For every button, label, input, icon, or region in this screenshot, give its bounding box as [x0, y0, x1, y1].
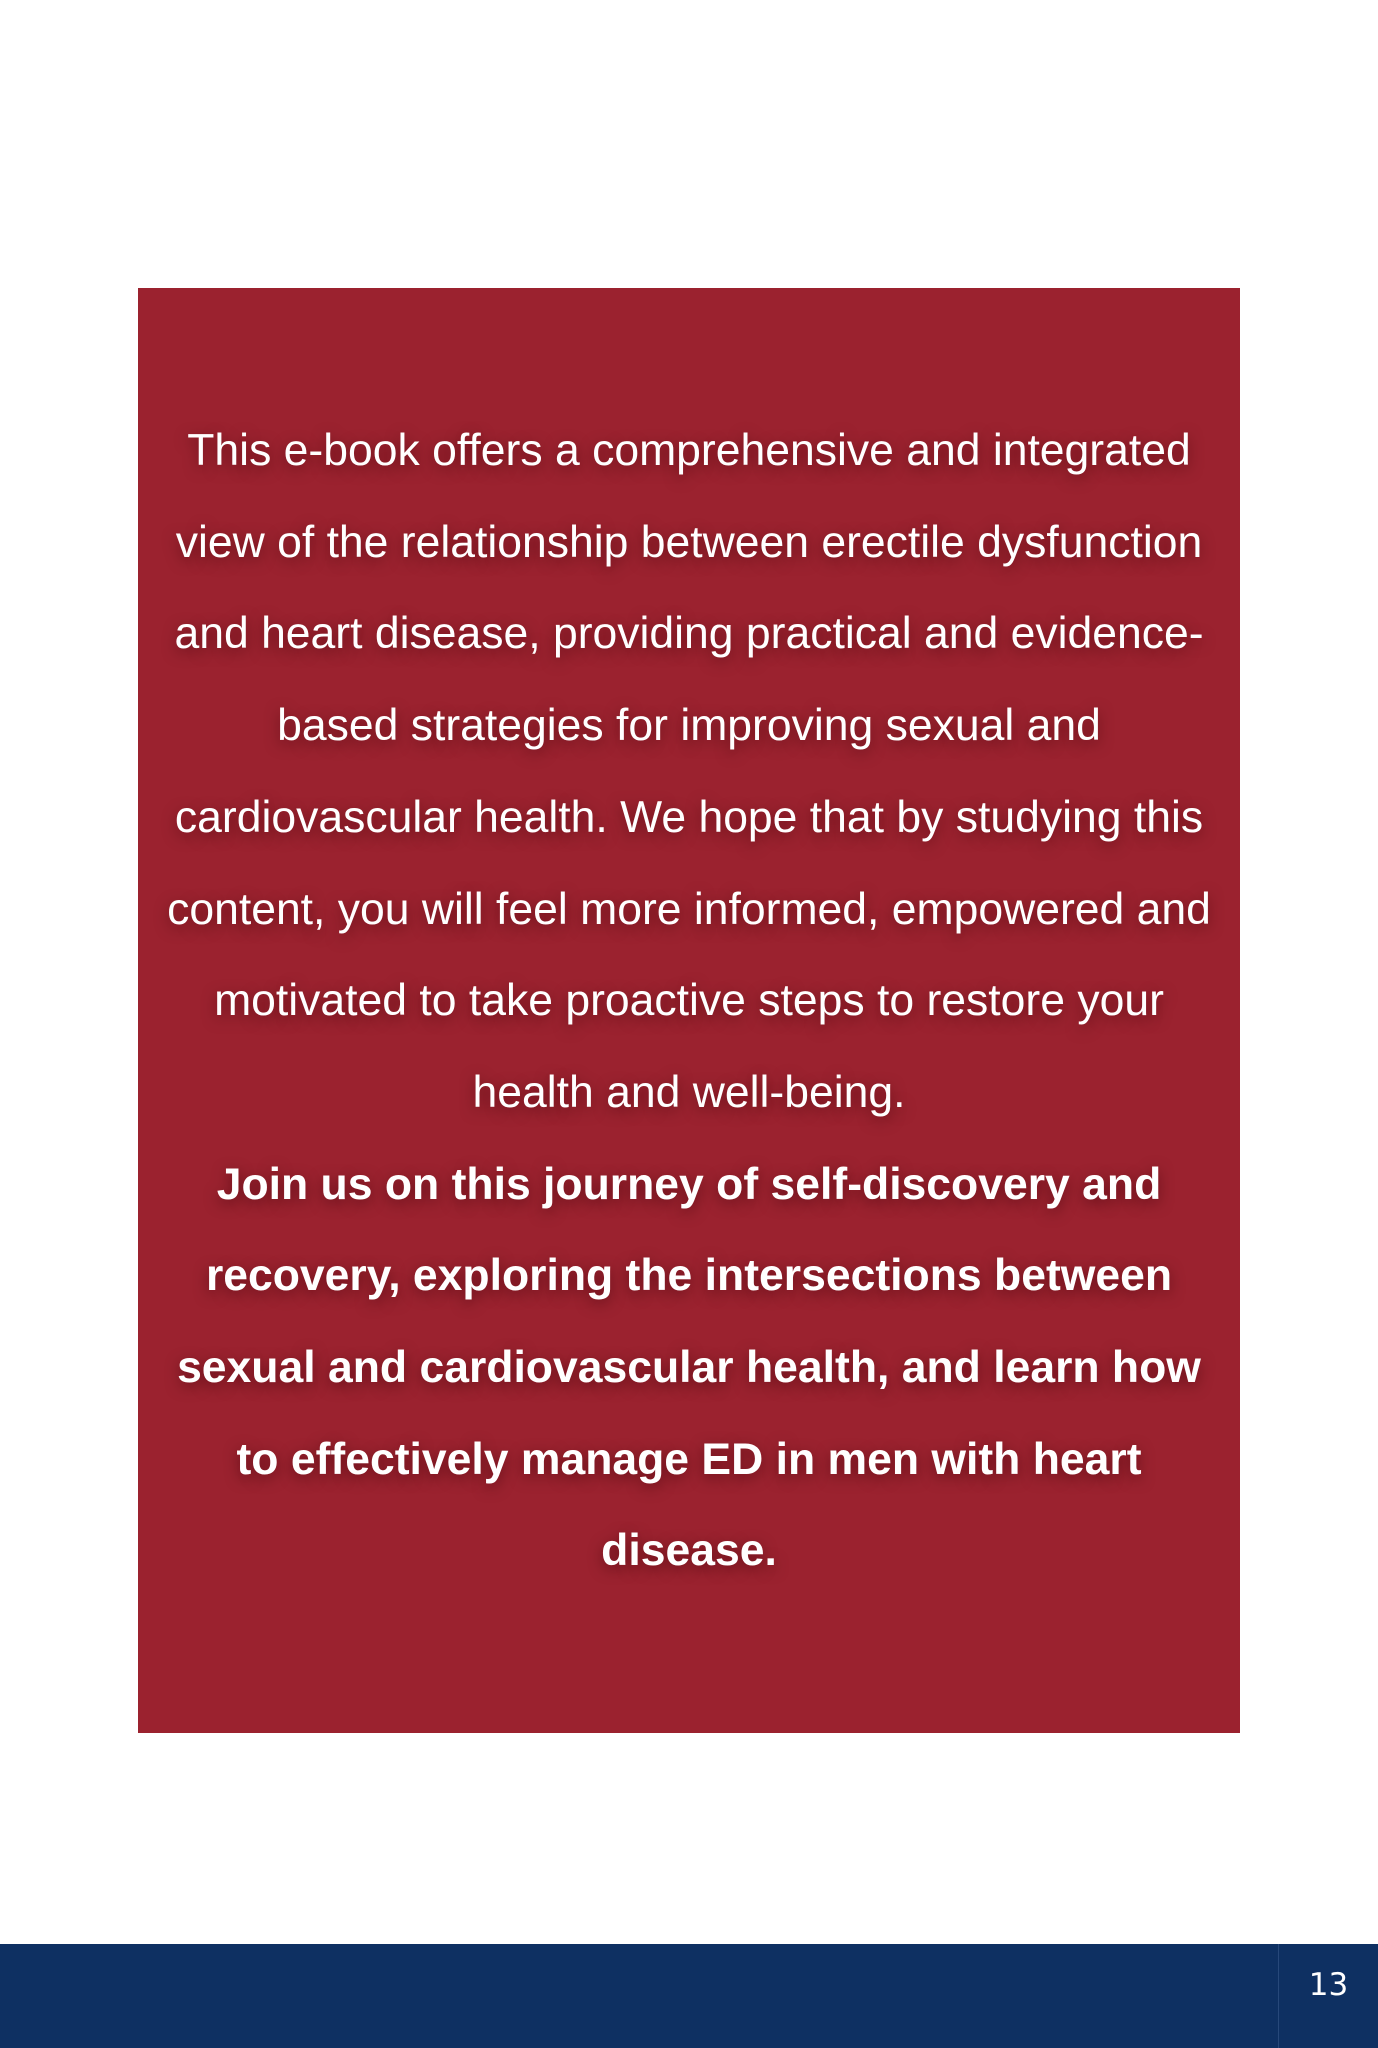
intro-paragraph: This e-book offers a comprehensive and integrated view of the relationship between erectile dysfunction and heart disease, providing practical and evidence-based strategies for improving sexual and cardiovascular health. We hope that by studying this content, you will feel more informed, empowered and motivated to take proactive steps to restore your health and well-being. [167, 426, 1211, 1117]
footer-bar [0, 1944, 1378, 2048]
page-number: 13 [1308, 1967, 1349, 2003]
closing-paragraph: Join us on this journey of self-discovery and recovery, exploring the intersections between sexual and cardiovascular health, and learn how to effectively manage ED in men with heart disease. [177, 1159, 1201, 1576]
content-panel [138, 288, 1240, 1733]
